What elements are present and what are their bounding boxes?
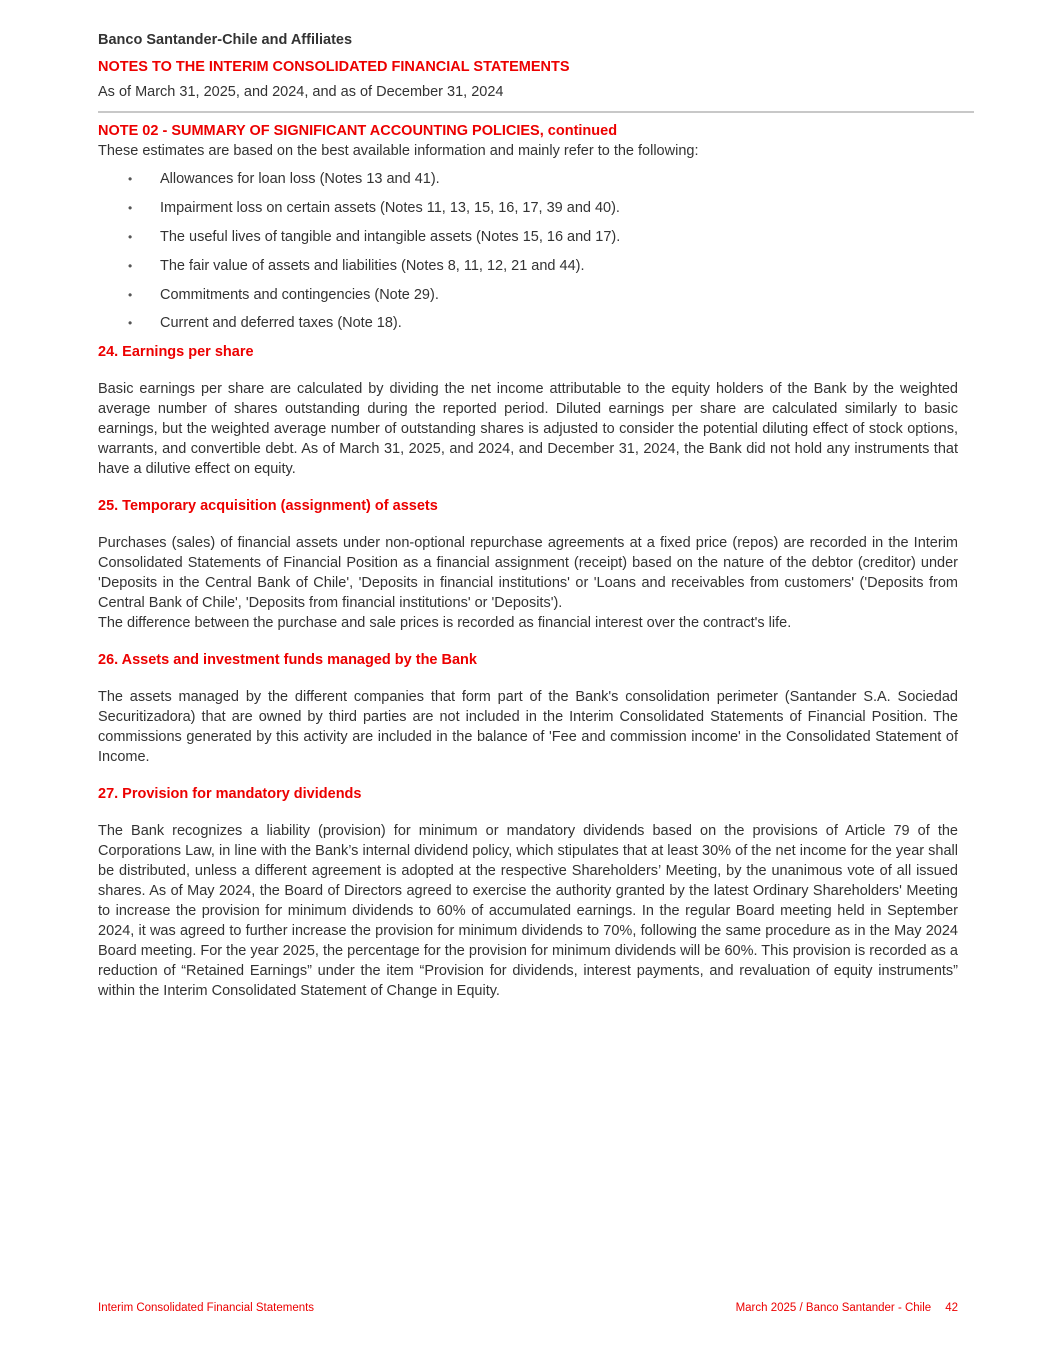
section-27-paragraph: The Bank recognizes a liability (provision) for minimum or mandatory dividends based on the provisions of Article 79 of the Corporations Law, in line with the Bank’s internal dividend policy, which stipulates that at least 30% of the net income for the year shall be distributed, unless a different agreement is adopted at the respective Shareholders’ Meeting, by the unanimous vote of all issued shares. As of May 2024, the Board of Directors agreed to exercise the authority granted by the latest Ordinary Shareholders' Meeting to increase the provision for minimum dividends to 60% of accumulated earnings. In the regular Board meeting held in September 2024, it was agreed to further increase the provision for minimum dividends to 70%, following the same procedure as in the May 2024 Board meeting. For the year 2025, the percentage for the provision for minimum dividends will be 60%. This provision is recorded as a reduction of “Retained Earnings” under the item “Provision for dividends, interest payments, and revaluation of equity instruments” within the Interim Consolidated Statement of Change in Equity.	[98, 823, 958, 1000]
section-26-paragraph: The assets managed by the different companies that form part of the Bank's consolidation perimeter (Santander S.A. Sociedad Securitizadora) that are owned by third parties are not included in the Interim Consolidated Statements of Financial Position. The commissions generated by this activity are included in the balance of 'Fee and commission income' in the Consolidated Statement of Income.	[98, 689, 958, 766]
bullet-icon: •	[128, 172, 133, 186]
page-number: 42	[945, 1302, 958, 1314]
list-item	[98, 285, 958, 305]
footer-source: March 2025 / Banco Santander - Chile	[735, 1302, 932, 1314]
list-item	[98, 313, 958, 333]
section-27-title: 27. Provision for mandatory dividends	[98, 786, 362, 803]
section-26-title: 26. Assets and investment funds managed by the Bank	[98, 652, 477, 669]
document-page	[98, 30, 958, 1001]
footer-info	[736, 1302, 958, 1314]
list-item	[98, 227, 958, 247]
list-item-text: Impairment loss on certain assets (Notes 11, 13, 15, 16, 17, 39 and 40).	[160, 199, 620, 216]
note-title: NOTE 02 - SUMMARY OF SIGNIFICANT ACCOUNTING POLICIES, continued	[98, 123, 618, 139]
list-item-text: Commitments and contingencies (Note 29).	[160, 286, 439, 303]
estimates-list	[98, 169, 958, 333]
footer-document-name: Interim Consolidated Financial Statements	[98, 1302, 315, 1314]
company-name: Banco Santander-Chile and Affiliates	[98, 32, 353, 48]
bullet-icon: •	[128, 287, 133, 302]
document-title: NOTES TO THE INTERIM CONSOLIDATED FINANCIAL STATEMENTS	[98, 59, 570, 75]
list-item-text: Current and deferred taxes (Note 18).	[160, 315, 402, 332]
list-item	[98, 169, 958, 189]
list-item-text: The useful lives of tangible and intangible assets (Notes 15, 16 and 17).	[160, 228, 621, 245]
bullet-icon: •	[128, 316, 133, 331]
list-item-text: The fair value of assets and liabilities (Notes 8, 11, 12, 21 and 44).	[160, 257, 585, 274]
bullet-icon: •	[128, 200, 133, 215]
section-25-paragraph-1: Purchases (sales) of financial assets under non-optional repurchase agreements at a fixed price (repos) are recorded in the Interim Consolidated Statements of Financial Position as a financial assignment (receipt) based on the nature of the debtor (creditor) under 'Deposits in the Central Bank of Chile', 'Deposits in financial institutions' or 'Loans and receivables from customers' ('Deposits from Central Bank of Chile', 'Deposits from financial institutions' or 'Deposits').	[98, 535, 958, 612]
list-item	[98, 198, 958, 218]
list-item-text: Allowances for loan loss (Notes 13 and 41).	[160, 171, 440, 187]
section-24-title: 24. Earnings per share	[98, 344, 254, 361]
note-intro: These estimates are based on the best available information and mainly refer to the following:	[98, 143, 699, 159]
section-24-paragraph: Basic earnings per share are calculated by dividing the net income attributable to the equity holders of the Bank by the weighted average number of shares outstanding during the reported period. Diluted earnings per share are calculated similarly to basic earnings, but the weighted average number of outstanding shares is adjusted to consider the potential diluting effect of stock options, warrants, and convertible debt. As of March 31, 2025, and 2024, and December 31, 2024, the Bank did not hold any instruments that have a dilutive effect on equity.	[98, 381, 958, 478]
reporting-period: As of March 31, 2025, and 2024, and as of December 31, 2024	[98, 84, 504, 100]
bullet-icon: •	[128, 258, 133, 273]
section-25-paragraph-2: The difference between the purchase and sale prices is recorded as financial interest over the contract's life.	[98, 615, 792, 632]
list-item	[98, 256, 958, 276]
bullet-icon: •	[128, 229, 133, 244]
section-25-title: 25. Temporary acquisition (assignment) of assets	[98, 498, 438, 515]
